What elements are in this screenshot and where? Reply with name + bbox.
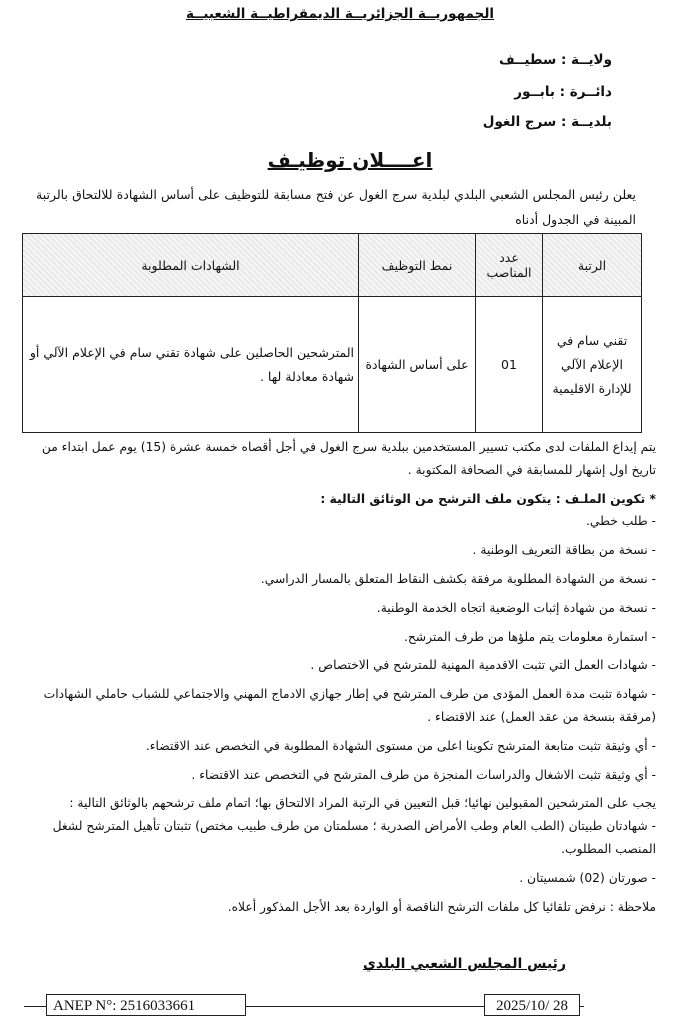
accepted-doc-item: - شهادتان طبيتان (الطب العام وطب الأمراض الصدرية ؛ مسلمتان من طرف طبيب مختص) تثبتان تأهيل المترشح لشغل المنصب المطلوب. (52, 819, 656, 856)
document-item: - نسخة من شهادة إثبات الوضعية اتجاه الخدمة الوطنية. (376, 600, 656, 615)
signature-title: رئيس المجلس الشعبي البلدي (363, 956, 566, 972)
file-heading: * تكوين الملـف : يتكون ملف الترشح من الوثائق التالية : (320, 491, 656, 506)
republic-heading: الجمهوريــة الجزائريــة الديمقراطيــة الشعبيــة (185, 6, 495, 22)
header-mode: نمط التوظيف (359, 234, 476, 297)
document-item: - طلب خطي. (585, 514, 656, 529)
document-item: - شهادة تثبت مدة العمل المؤدى من طرف المترشح في إطار جهازي الادماج المهني والاجتماعي للشباب حاملي الشهادات (مرفقة بنسخة من عقد العمل) عند الاقتضاء . (43, 687, 656, 724)
table-row (23, 297, 642, 433)
header-count: عدد المناصب (476, 234, 543, 297)
header-certificates: الشهادات المطلوبة (23, 234, 359, 297)
document-item: - شهادات العمل التي تثبت الاقدمية المهنية للمترشح في الاختصاص . (310, 658, 656, 673)
cell-certificates: المترشحين الحاصلين على شهادة تقني سام في الإعلام الآلي أو شهادة معادلة لها . (23, 297, 359, 433)
positions-table (22, 233, 642, 433)
document-item: - أي وثيقة تثبت متابعة المترشح تكوينا اعلى من مستوى الشهادة المطلوبة في التخصص عند الاقتضاء. (145, 738, 656, 753)
announcement-title: اعــــلان توظيـف (267, 148, 433, 172)
commune-label: بلديــة : سرج الغول (482, 114, 612, 130)
deposit-paragraph: يتم إيداع الملفات لدى مكتب تسيير المستخدمين ببلدية سرج الغول في أجل أقصاه خمسة عشرة (15) يوم عمل ابتداء من تاريخ اول إشهار للمسابقة في الصحافة المكتوبة . (41, 440, 656, 477)
note: ملاحظة : نرفض تلقائيا كل ملفات الترشح الناقصة أو الواردة بعد الأجل المذكور أعلاه. (227, 899, 656, 914)
cell-count: 01 (476, 297, 543, 433)
document-item: - استمارة معلومات يتم ملؤها من طرف المترشح. (403, 629, 656, 644)
intro-paragraph: يعلن رئيس المجلس الشعبي البلدي لبلدية سرج الغول عن فتح مسابقة للتوظيف على أساس الشهادة للالتحاق بالرتبة المبينة في الجدول أدناه (36, 187, 636, 227)
publication-date: 2025/10/ 28 (484, 994, 580, 1016)
wilaya-label: ولايــة : سطيــف (499, 52, 612, 68)
document-item: - نسخة من الشهادة المطلوبة مرفقة بكشف النقاط المتعلق بالمسار الدراسي. (260, 571, 656, 586)
table-header-row (23, 234, 642, 297)
document-item: - أي وثيقة تثبت الاشغال والدراسات المنجزة من طرف المترشح في التخصص عند الاقتضاء . (191, 767, 656, 782)
anep-reference: ANEP N°: 2516033661 (46, 994, 246, 1016)
accepted-doc-item: - صورتان (02) شمسيتان . (519, 870, 656, 885)
cell-mode: على أساس الشهادة (359, 297, 476, 433)
header-rank: الرتبة (543, 234, 642, 297)
cell-rank: تقني سام في الإعلام الآلي للإدارة الاقليمية (543, 297, 642, 433)
body-text (16, 436, 656, 918)
accepted-intro: يجب على المترشحين المقبولين نهائيا؛ قبل التعيين في الرتبة المراد الالتحاق بها؛ اتمام ملف ترشحهم بالوثائق التالية : (69, 796, 656, 811)
document-item: - نسخة من بطاقة التعريف الوطنية . (472, 543, 656, 558)
daira-label: دائــرة : بابــور (514, 84, 612, 100)
